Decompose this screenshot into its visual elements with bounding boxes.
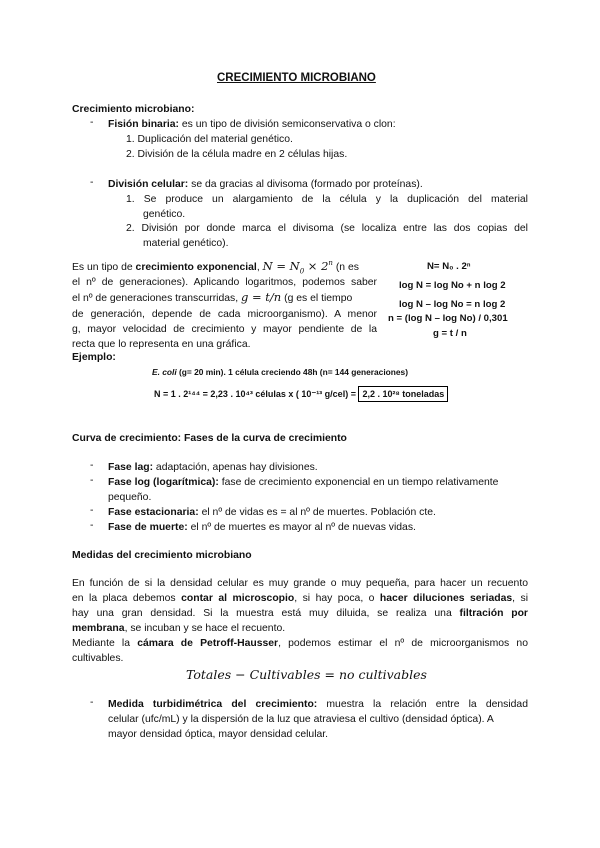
formula-line: N= N₀ . 2ⁿ xyxy=(427,261,471,272)
equation-exponential xyxy=(262,258,333,276)
section-heading-crecimiento: Crecimiento microbiano: xyxy=(72,104,195,115)
text: , xyxy=(256,261,263,273)
turbidimetria-line: celular (ufc/mL) y la dispersión de la luz que atraviesa el cultivo (densidad óptica). A xyxy=(108,714,494,725)
division-text: se da gracias al divisoma (formado por proteínas). xyxy=(188,179,423,190)
formula-line: log N – log No = n log 2 xyxy=(399,299,506,310)
phase-label: Fase estacionaria: xyxy=(108,507,199,518)
text: (g= 20 min). 1 célula creciendo 48h (n= 144 generaciones) xyxy=(176,367,409,377)
phase-text: el nº de vidas es = al nº de muertes. Población cte. xyxy=(198,507,436,518)
eq-sup: n xyxy=(328,259,333,267)
medidas-line: cultivables. xyxy=(72,653,124,664)
text-bold: contar al microscopio xyxy=(181,593,295,604)
formula-line: g = t / n xyxy=(433,328,467,339)
species-name: E. coli xyxy=(152,367,177,377)
text-bold: filtración por xyxy=(459,608,528,619)
list-item: 2. División por donde marca el divisoma (se localiza entre las dos copias del xyxy=(126,223,528,234)
result-box xyxy=(358,386,448,402)
bullet-dash: - xyxy=(90,460,94,471)
phase-item xyxy=(108,475,498,490)
phase-text: fase de crecimiento exponencial en un tiempo relativamente xyxy=(218,477,499,488)
list-item-cont: material genético). xyxy=(143,238,229,249)
list-item-cont: genético. xyxy=(143,209,186,220)
text: el nº de generaciones transcurridas, xyxy=(72,293,239,304)
expo-line xyxy=(72,290,352,306)
text: N = 1 . 2¹⁴⁴ = 2,23 . 10⁴³ células x ( 10⁻¹³ g/cel) = xyxy=(154,389,356,399)
eq-part: N = N xyxy=(262,258,300,273)
bullet-dash: - xyxy=(90,697,94,708)
text: en la placa debemos xyxy=(72,593,182,604)
list-item: 1. Duplicación del material genético. xyxy=(126,134,293,145)
text-bold: crecimiento exponencial xyxy=(135,261,257,273)
text: hay una gran densidad. Si la muestra está muy diluida, se realiza una xyxy=(72,608,460,619)
phase-label: Fase log (logarítmica): xyxy=(108,477,219,488)
text: , si xyxy=(512,593,528,604)
fision-label: Fisión binaria: xyxy=(108,119,180,130)
expo-line: recta que lo representa en una gráfica. xyxy=(72,339,251,350)
medidas-line xyxy=(72,591,528,606)
result-value: 2,2 . 10²⁸ xyxy=(362,389,400,399)
formula-line: log N = log No + n log 2 xyxy=(399,280,506,291)
text-bold: hacer diluciones seriadas xyxy=(379,593,513,604)
turbidimetria-line: mayor densidad óptica, mayor densidad celular. xyxy=(108,729,329,740)
section-heading-medidas: Medidas del crecimiento microbiano xyxy=(72,550,252,561)
text: , si hay poca, o xyxy=(294,593,380,604)
example-line-1 xyxy=(152,367,408,377)
list-item: 1. Se produce un alargamiento de la célula y la duplicación del material xyxy=(126,194,528,205)
bullet-dash: - xyxy=(90,505,94,516)
text: , se incuban y se hace el recuento. xyxy=(124,623,286,634)
text: Mediante la xyxy=(72,638,138,649)
expo-line: g, mayor velocidad de crecimiento y mayor pendiente de la xyxy=(72,324,377,335)
division-celular-line xyxy=(108,177,423,192)
phase-item xyxy=(108,520,416,535)
phase-text: el nº de muertes es mayor al nº de nuevas vidas. xyxy=(187,522,416,533)
eq-part: × 2 xyxy=(304,258,329,273)
medidas-line: En función de si la densidad celular es muy grande o muy pequeña, para hacer un recuento xyxy=(72,578,528,589)
list-item: 2. División de la célula madre en 2 células hijas. xyxy=(126,149,348,160)
equation-g: g = t/n xyxy=(241,290,282,304)
fision-text: es un tipo de división semiconservativa o clon: xyxy=(179,119,396,130)
bullet-dash: - xyxy=(90,117,94,128)
text-bold: Medida turbidimétrica del crecimiento: xyxy=(108,699,318,710)
turbidimetria-line xyxy=(108,697,528,712)
phase-item xyxy=(108,460,318,475)
eq-sub: 0 xyxy=(299,267,305,276)
formula-line: n = (log N – log No) / 0,301 xyxy=(388,313,508,324)
text: (g es el tiempo xyxy=(281,293,353,304)
text: (n es xyxy=(332,261,359,273)
medidas-line xyxy=(72,606,528,621)
bullet-dash: - xyxy=(90,520,94,531)
page-title: CRECIMIENTO MICROBIANO xyxy=(217,72,376,84)
example-line-2 xyxy=(154,389,448,400)
expo-line: el nº de generaciones). Aplicando logaritmos, podemos saber xyxy=(72,277,377,288)
text: muestra la relación entre la densidad xyxy=(317,699,528,710)
phase-label: Fase de muerte: xyxy=(108,522,188,533)
text-bold: cámara de Petroff-Hausser xyxy=(137,638,279,649)
text: , podemos estimar el nº de microorganismos no xyxy=(278,638,528,649)
text: Es un tipo de xyxy=(72,261,136,273)
expo-line: de generación, depende de cada microorganismo). A menor xyxy=(72,309,377,320)
division-label: División celular: xyxy=(108,179,189,190)
phase-item xyxy=(108,505,436,520)
section-heading-curva: Curva de crecimiento: Fases de la curva de crecimiento xyxy=(72,433,347,444)
text-bold: membrana xyxy=(72,623,125,634)
fision-binaria-line xyxy=(108,117,396,132)
bullet-dash: - xyxy=(90,177,94,188)
phase-label: Fase lag: xyxy=(108,462,154,473)
medidas-line xyxy=(72,636,528,651)
phase-item-cont: pequeño. xyxy=(108,492,152,503)
equation-cultivables: Totales − Cultivables = no cultivables xyxy=(186,667,427,682)
bullet-dash: - xyxy=(90,475,94,486)
phase-text: adaptación, apenas hay divisiones. xyxy=(153,462,318,473)
result-unit: toneladas xyxy=(399,389,445,399)
medidas-line xyxy=(72,621,285,636)
ejemplo-label: Ejemplo: xyxy=(72,352,116,363)
